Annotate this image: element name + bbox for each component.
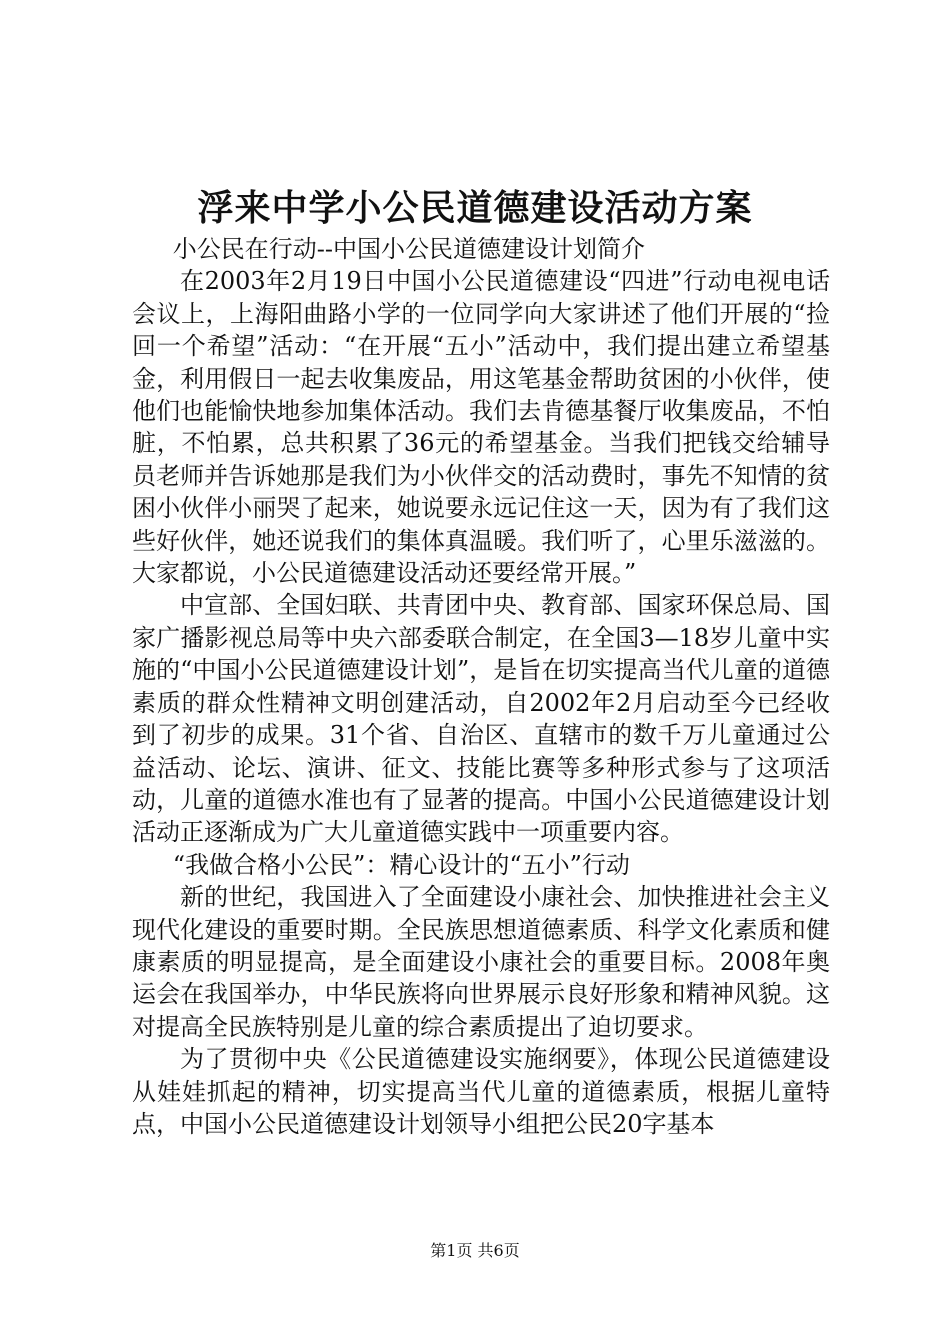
document-body bbox=[132, 233, 830, 1140]
page-footer: 第1页 共6页 bbox=[430, 1241, 520, 1260]
section-heading: “我做合格小公民”：精心设计的“五小”行动 bbox=[172, 850, 630, 879]
paragraph-2: 中宣部、全国妇联、共青团中央、教育部、国家环保总局、国家广播影视总局等中央六部委联合制定，在全国3—18岁儿童中实施的“中国小公民道德建设计划”，是旨在切实提高当代儿童的道德素质的群众性精神文明创建活动，自2002年2月启动至今已经收到了初步的成果。31个省、自治区、直辖市的数千万儿童通过公益活动、论坛、演讲、征文、技能比赛等多种形式参与了这项活动，儿童的道德水准也有了显著的提高。中国小公民道德建设计划活动正逐渐成为广大儿童道德实践中一项重要内容。 bbox=[132, 591, 830, 847]
paragraph-1: 在2003年2月19日中国小公民道德建设“四进”行动电视电话会议上，上海阳曲路小学的一位同学向大家讲述了他们开展的“捡回一个希望”活动：“在开展“五小”活动中，我们提出建立希望基金，利用假日一起去收集废品，用这笔基金帮助贫困的小伙伴，使他们也能愉快地参加集体活动。我们去肯德基餐厅收集废品，不怕脏，不怕累，总共积累了36元的希望基金。当我们把钱交给辅导员老师并告诉她那是我们为小伙伴交的活动费时，事先不知情的贫困小伙伴小丽哭了起来，她说要永远记住这一天，因为有了我们这些好伙伴，她还说我们的集体真温暖。我们听了，心里乐滋滋的。大家都说，小公民道德建设活动还要经常开展。” bbox=[132, 267, 830, 588]
paragraph-4: 为了贯彻中央《公民道德建设实施纲要》，体现公民道德建设从娃娃抓起的精神，切实提高当代儿童的道德素质，根据儿童特点，中国小公民道德建设计划领导小组把公民20字基本 bbox=[132, 1045, 830, 1138]
paragraph-3: 新的世纪，我国进入了全面建设小康社会、加快推进社会主义现代化建设的重要时期。全民族思想道德素质、科学文化素质和健康素质的明显提高，是全面建设小康社会的重要目标。2008年奥运会在我国举办，中华民族将向世界展示良好形象和精神风貌。这对提高全民族特别是儿童的综合素质提出了迫切要求。 bbox=[132, 883, 830, 1041]
document-title: 浮来中学小公民道德建设活动方案 bbox=[197, 187, 753, 229]
subtitle-line: 小公民在行动--中国小公民道德建设计划简介 bbox=[172, 235, 646, 263]
